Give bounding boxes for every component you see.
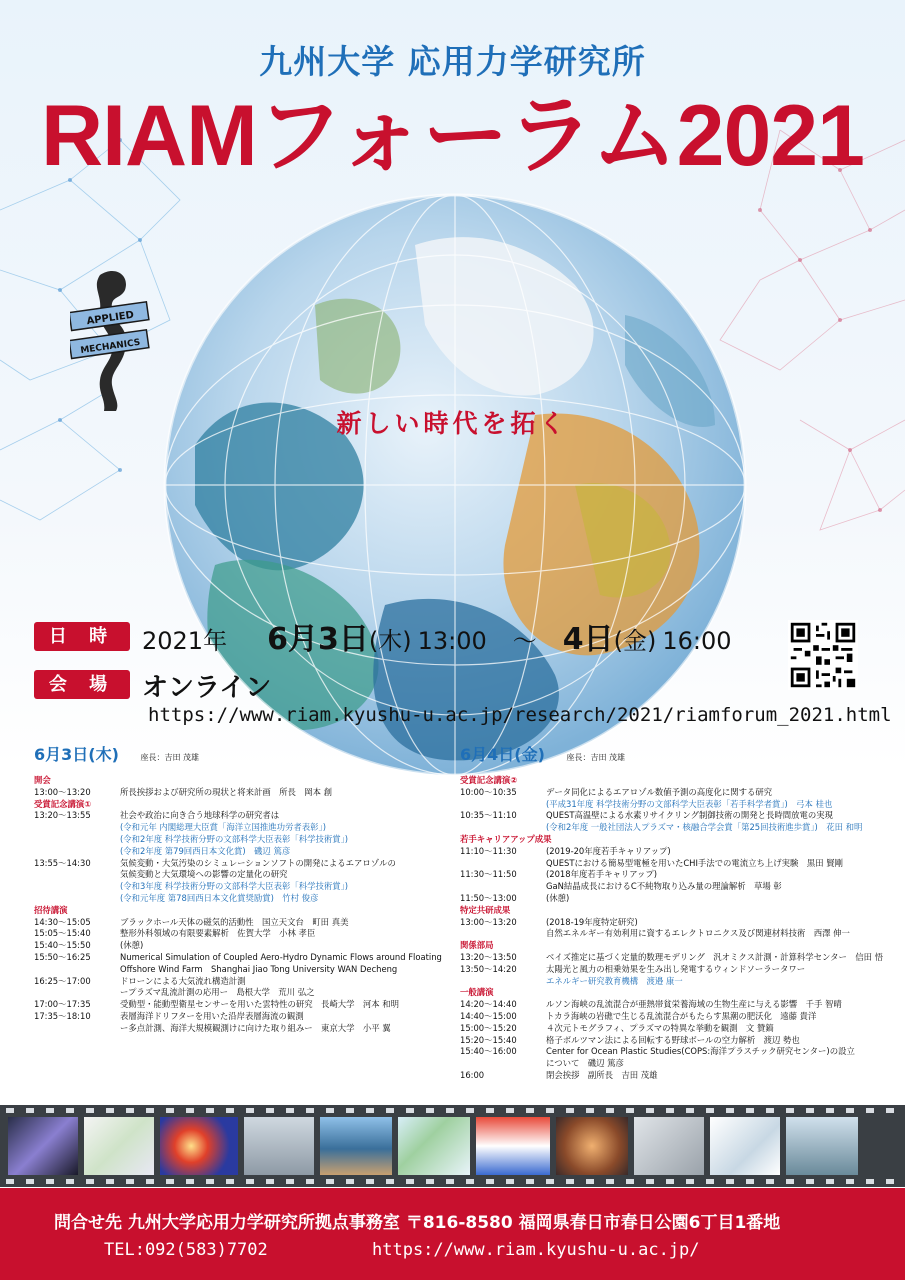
program-title <box>51 775 452 787</box>
program-title: (休憩) <box>546 892 570 903</box>
program-time <box>460 928 546 940</box>
program-title: 気候変動と大気環境への影響の定量化の研究 <box>120 869 288 880</box>
program-time <box>34 846 120 858</box>
photo-reactor <box>556 1117 628 1175</box>
day2-program-list <box>460 775 892 1082</box>
program-time <box>34 834 120 846</box>
program-title: (令和2年度 科学技術分野の文部科学大臣表彰「科学技術賞」) <box>120 833 349 844</box>
program-title <box>494 987 893 999</box>
program-row <box>460 881 892 893</box>
program-title: ドローンによる大気流れ構造計測 <box>120 975 246 986</box>
day2-heading <box>460 742 892 765</box>
program-title <box>494 940 893 952</box>
program-time: 13:00～13:20 <box>34 786 91 797</box>
program-time: 14:30～15:05 <box>34 916 91 927</box>
program-title: 整形外科領域の有限要素解析 佐賀大学 小林 孝臣 <box>120 928 316 939</box>
program-row <box>460 858 892 870</box>
program-title: Numerical Simulation of Coupled Aero-Hydro Dynamic Flows around Floating <box>120 951 442 962</box>
program-row <box>460 846 892 858</box>
program-row <box>460 799 892 811</box>
program-time: 15:05～15:40 <box>34 928 91 939</box>
program-title: (平成31年度 科学技術分野の文部科学大臣表彰「若手科学者賞」) 弓本 桂也 <box>546 798 833 809</box>
program-row <box>34 822 452 834</box>
photo-equipment <box>786 1117 858 1175</box>
date-label: 日 時 <box>34 622 130 651</box>
program-row <box>34 999 452 1011</box>
program-time: 13:20～13:55 <box>34 810 91 821</box>
program-row <box>34 858 452 870</box>
contact-website-link[interactable]: https://www.riam.kyushu-u.ac.jp/ <box>372 1240 700 1260</box>
program-section-heading <box>460 987 892 999</box>
event-start-time: 13:00 <box>417 627 487 655</box>
day1-heading <box>34 742 452 765</box>
program-row <box>34 893 452 905</box>
program-time <box>460 799 546 811</box>
program-row <box>34 834 452 846</box>
program-row <box>460 928 892 940</box>
program-title: (令和元年 内閣総理大臣賞「海洋立国推進功労者表彰」) <box>120 822 327 833</box>
program-title: ４次元トモグラフィ、プラズマの特異な挙動を観測 文 贊鎬 <box>546 1022 774 1033</box>
program-row <box>460 917 892 929</box>
section-label: 受賞記念講演② <box>460 775 518 785</box>
program-title: 閉会挨拶 副所長 吉田 茂雄 <box>546 1069 658 1080</box>
program-time: 10:00～10:35 <box>460 786 517 797</box>
program-time <box>34 869 120 881</box>
program-title: 社会や政治に向き合う地球科学の研究者は <box>120 810 280 821</box>
program-title: (令和2年度 第79回西日本文化賞) 磯辺 篤彦 <box>120 845 291 856</box>
program-time: 15:40～16:00 <box>460 1046 517 1057</box>
program-time <box>34 964 120 976</box>
section-label: 特定共研成果 <box>460 904 511 915</box>
program-title: ープラズマ乱流計測の応用ー 島根大学 荒川 弘之 <box>120 987 315 998</box>
event-year: 2021年 <box>142 627 228 655</box>
research-photo-filmstrip <box>0 1105 905 1187</box>
day1-program-list <box>34 775 452 1035</box>
emblem-text-applied: APPLIED <box>86 309 135 328</box>
program-time: 13:00～13:20 <box>460 916 517 927</box>
program-time <box>460 881 546 893</box>
program-row <box>34 787 452 799</box>
program-section-heading <box>34 775 452 787</box>
program-row <box>460 810 892 822</box>
program-time <box>460 976 546 988</box>
program-row <box>34 846 452 858</box>
program-time <box>34 881 120 893</box>
program-time: 16:00 <box>460 1069 485 1080</box>
photo-plasma-device <box>8 1117 78 1175</box>
program-title: QUEST高温壁による水素リサイクリング制御技術の開発と長時間放電の実現 <box>546 810 833 821</box>
program-section-heading <box>460 905 892 917</box>
program-time: 11:30～11:50 <box>460 869 517 880</box>
program-title: (令和2年度 一般社団法人プラズマ・核融合学会賞「第25回技術進歩賞」) 花田 和明 <box>546 822 863 833</box>
program-time: 10:35～11:10 <box>460 810 517 821</box>
program-row <box>460 976 892 988</box>
program-row <box>460 869 892 881</box>
venue-label: 会 場 <box>34 670 130 699</box>
program-time <box>460 858 546 870</box>
program-row <box>34 964 452 976</box>
program-title <box>552 834 892 846</box>
event-start-dow: (木) <box>368 627 412 655</box>
program-section-heading <box>34 799 452 811</box>
program-time <box>460 822 546 834</box>
program-row <box>34 1023 452 1035</box>
program-row <box>34 881 452 893</box>
program-section-heading <box>460 775 892 787</box>
program-title <box>68 905 453 917</box>
day1-chair: 座長：吉田 茂雄 <box>140 753 200 762</box>
program-row <box>460 1070 892 1082</box>
program-section-heading <box>460 940 892 952</box>
program-title: (2018-19年度特定研究) <box>546 916 638 927</box>
program-time: 14:20～14:40 <box>460 999 517 1010</box>
catchphrase: 新しい時代を拓く <box>336 409 569 438</box>
section-label: 関係部局 <box>460 940 494 951</box>
program-title: (令和3年度 科学技術分野の文部科学大臣表彰「科学技術賞」) <box>120 881 349 892</box>
program-title: 太陽光と風力の相乗効果を生み出し発電するウィンドソーラータワー <box>546 963 806 974</box>
program-time: 11:50～13:00 <box>460 892 517 903</box>
program-title: 格子ボルツマン法による回転する野球ボールの空力解析 渡辺 勢也 <box>546 1034 800 1045</box>
program-row <box>460 999 892 1011</box>
program-title: 受動型・能動型衛星センサーを用いた雲特性の研究 長崎大学 河本 和明 <box>120 999 400 1010</box>
photo-structure <box>710 1117 780 1175</box>
program-section-heading <box>460 834 892 846</box>
photo-wind-tunnel <box>634 1117 704 1175</box>
program-time: 13:20～13:50 <box>460 951 517 962</box>
program-title: 自然エネルギー有効利用に資するエレクトロニクス及び関連材料技術 西澤 伸一 <box>546 928 850 939</box>
event-end-time: 16:00 <box>662 627 732 655</box>
page-title: RIAMフォーラム2021 <box>41 88 864 184</box>
program-row <box>34 810 452 822</box>
section-label: 開会 <box>34 775 51 785</box>
program-title: 所長挨拶および研究所の現状と将来計画 所長 岡本 創 <box>120 786 333 797</box>
program-time <box>34 893 120 905</box>
contact-tel[interactable]: TEL:092(583)7702 <box>104 1240 268 1260</box>
qr-code[interactable] <box>788 620 858 690</box>
event-end-dow: (金) <box>613 627 657 655</box>
program-row <box>460 1023 892 1035</box>
event-tilde: ～ <box>512 627 537 655</box>
program-time: 15:00～15:20 <box>460 1022 517 1033</box>
emblem-text-mechanics: MECHANICS <box>79 337 141 357</box>
program-title: Center for Ocean Plastic Studies(COPS:海洋プラスチック研究センター)の設立 <box>546 1046 855 1057</box>
program-time: 11:10～11:30 <box>460 845 517 856</box>
program-title: エネルギー研究教育機構 渡邉 康一 <box>546 975 683 986</box>
program-time: 13:50～14:20 <box>460 963 517 974</box>
program-title: トカラ海峡の岩礁で生じる乱流混合がもたらす黒潮の肥沃化 遠藤 貴洋 <box>546 1010 817 1021</box>
footer-contact <box>0 1188 905 1280</box>
day1-date: 6月3日(木) <box>34 745 119 764</box>
photo-field-pattern <box>160 1117 238 1175</box>
program-title: (令和元年度 第78回西日本文化賞奨励賞) 竹村 俊彦 <box>120 892 319 903</box>
program-title: について 磯辺 篤彦 <box>546 1058 624 1069</box>
program-row <box>34 917 452 929</box>
photo-laboratory <box>244 1117 314 1175</box>
program-row <box>460 1058 892 1070</box>
program-title: (2019-20年度若手キャリアップ) <box>546 845 671 856</box>
program-title: ルソン海峡の乱流混合が亜熱帯貧栄養海域の生物生産に与える影響 千手 智晴 <box>546 999 842 1010</box>
program-section-heading <box>34 905 452 917</box>
program-time: 17:00～17:35 <box>34 999 91 1010</box>
program-title: (2018年度若手キャリアップ) <box>546 869 658 880</box>
schedule-day2 <box>460 742 892 1082</box>
program-title: (休憩) <box>120 940 144 951</box>
program-title: GaN結晶成長におけるC不純物取り込み量の理論解析 草場 彰 <box>546 881 782 892</box>
program-title: 表層海洋ドリフターを用いた沿岸表層海流の観測 <box>120 1010 304 1021</box>
program-time <box>34 822 120 834</box>
program-time <box>460 1058 546 1070</box>
program-title <box>510 905 892 917</box>
program-row <box>460 893 892 905</box>
program-time: 15:20～15:40 <box>460 1034 517 1045</box>
program-time: 13:55～14:30 <box>34 857 91 868</box>
program-row <box>460 964 892 976</box>
program-row <box>34 987 452 999</box>
program-title: 気候変動・大気汚染のシミュレーションソフトの開発によるエアロゾルの <box>120 857 396 868</box>
event-end-date: 4日 <box>562 622 614 657</box>
program-row <box>460 952 892 964</box>
contact-address: 問合せ先 九州大学応用力学研究所拠点事務室 〒816-8580 福岡県春日市春日公園6丁目1番地 <box>54 1213 781 1233</box>
day2-date: 6月4日(金) <box>460 745 545 764</box>
program-time <box>34 987 120 999</box>
organization-name: 九州大学 応用力学研究所 <box>259 42 646 81</box>
program-row <box>34 976 452 988</box>
program-time: 15:40～15:50 <box>34 940 91 951</box>
photo-diagram <box>84 1117 154 1175</box>
schedule-day1 <box>34 742 452 1035</box>
program-title: ブラックホール天体の磁気的活動性 国立天文台 町田 真美 <box>120 916 349 927</box>
program-title: QUESTにおける簡易型電極を用いたCHI手法での電流立ち上げ実験 黒田 賢剛 <box>546 857 843 868</box>
program-time: 16:25～17:00 <box>34 975 91 986</box>
photo-map <box>398 1117 470 1175</box>
program-title <box>91 799 452 811</box>
photo-simulation <box>476 1117 550 1175</box>
program-title: ー多点計測、海洋大規模観測けに向けた取り組みー 東京大学 小平 翼 <box>120 1022 391 1033</box>
program-time: 15:50～16:25 <box>34 951 91 962</box>
event-start-date: 6月3日 <box>267 622 369 657</box>
section-label: 一般講演 <box>460 987 494 998</box>
photo-ocean-survey <box>320 1117 392 1175</box>
program-time: 14:40～15:00 <box>460 1010 517 1021</box>
program-title: データ同化によるエアロゾル数値予測の高度化に関する研究 <box>546 786 773 797</box>
program-title: Offshore Wind Farm Shanghai Jiao Tong University WAN Decheng <box>120 963 398 974</box>
program-time: 17:35～18:10 <box>34 1010 91 1021</box>
section-label: 受賞記念講演① <box>34 798 92 809</box>
program-row <box>34 1011 452 1023</box>
applied-mechanics-emblem <box>70 265 150 415</box>
program-time <box>34 1023 120 1035</box>
event-url-link[interactable]: https://www.riam.kyushu-u.ac.jp/research/2021/riamforum_2021.html <box>148 704 892 726</box>
day2-chair: 座長：吉田 茂雄 <box>566 753 626 762</box>
program-row <box>460 1011 892 1023</box>
program-row <box>34 869 452 881</box>
program-row <box>460 1046 892 1058</box>
venue-name: オンライン <box>142 673 272 703</box>
program-title: ベイズ推定に基づく定量的数理モデリング 汎オミクス計測・計算科学センター 信田 悟 <box>546 951 883 962</box>
program-row <box>34 928 452 940</box>
event-date <box>142 614 732 658</box>
program-row <box>34 952 452 964</box>
section-label: 若手キャリアアップ成果 <box>460 833 552 844</box>
section-label: 招待講演 <box>34 904 68 915</box>
program-row <box>460 822 892 834</box>
program-row <box>34 940 452 952</box>
program-row <box>460 1035 892 1047</box>
program-title <box>517 775 892 787</box>
program-row <box>460 787 892 799</box>
